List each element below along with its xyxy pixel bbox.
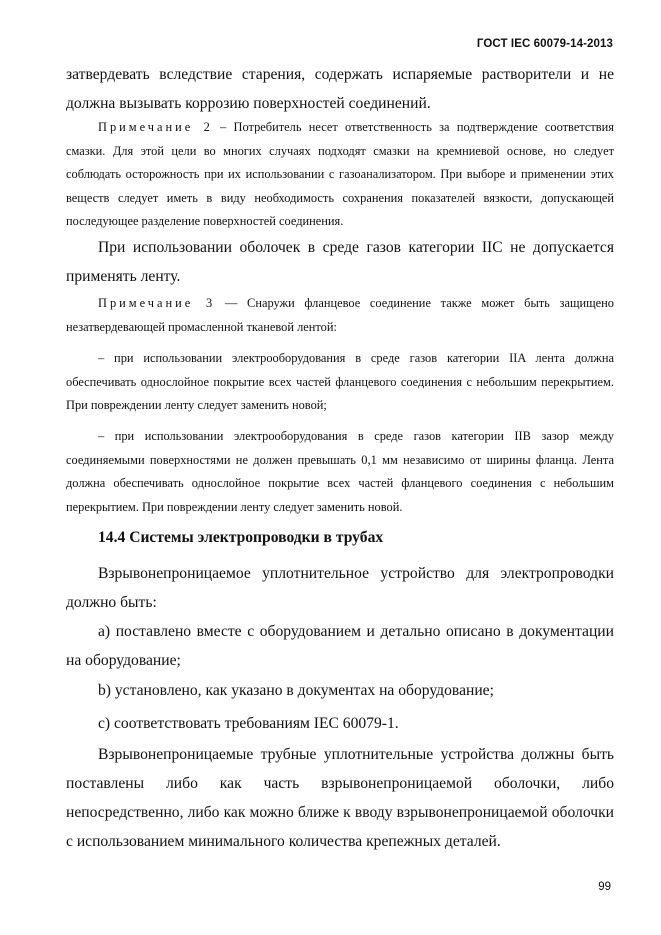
note-2 bbox=[66, 116, 614, 234]
note-3 bbox=[66, 292, 614, 339]
page-number: 99 bbox=[598, 881, 611, 893]
section-heading: 14.4 Системы электропроводки в трубах bbox=[98, 529, 384, 546]
list-item-b: b) установлено, как указано в документах на оборудование; bbox=[98, 682, 494, 699]
paragraph-seal-device: Взрывонепроницаемое уплотнительное устройство для электропроводки должно быть: bbox=[66, 565, 614, 611]
dash-item-iib: – при использовании электрооборудования в среде газов категории IIB зазор между соединяемыми поверхностями не должен превышать 0,1 мм независимо от ширины фланца. Лента должна обеспечивать однослойное покрытие всех частей фланцевого соединения с небольшим перекрытием. При повреждении ленту следует заменить новой. bbox=[66, 429, 614, 514]
paragraph-iic: При использовании оболочек в среде газов категории IIC не допускается применять ленту. bbox=[66, 239, 614, 285]
paragraph-continuation: затвердевать вследствие старения, содержать испаряемые растворители и не должна вызывать коррозию поверхностей соединений. bbox=[66, 66, 614, 112]
note-2-text: – Потребитель несет ответственность за подтверждение соответствия смазки. Для этой цели во многих случаях подходят смазки на кремниевой основе, но следует соблюдать осторожность при их использовании с газоанализатором. При выборе и применении этих веществ следует иметь в виду необходимость сохранения показателей вязкости, допускающей последующее разделение поверхностей соединения. bbox=[66, 120, 614, 228]
paragraph-conduit-seals: Взрывонепроницаемые трубные уплотнительные устройства должны быть поставлены либо как часть взрывонепроницаемой оболочки, либо непосредственно, либо как можно ближе к вводу взрывонепроницаемой оболочки с использованием минимального количества крепежных деталей. bbox=[66, 746, 614, 850]
list-item-c: c) соответствовать требованиям IEC 60079-1. bbox=[98, 715, 399, 732]
list-item-a: a) поставлено вместе с оборудованием и детально описано в документации на оборудование; bbox=[66, 623, 614, 669]
note-2-label: Примечание 2 bbox=[98, 120, 213, 134]
note-3-label: Примечание 3 bbox=[98, 296, 216, 310]
note-3-text: — Снаружи фланцевое соединение также может быть защищено незатвердевающей промасленной тканевой лентой: bbox=[66, 296, 614, 334]
document-header: ГОСТ IEC 60079-14-2013 bbox=[476, 38, 613, 50]
dash-item-iia: – при использовании электрооборудования в среде газов категории IIA лента должна обеспечивать однослойное покрытие всех частей фланцевого соединения с небольшим перекрытием. При повреждении ленту следует заменить новой; bbox=[66, 351, 614, 412]
